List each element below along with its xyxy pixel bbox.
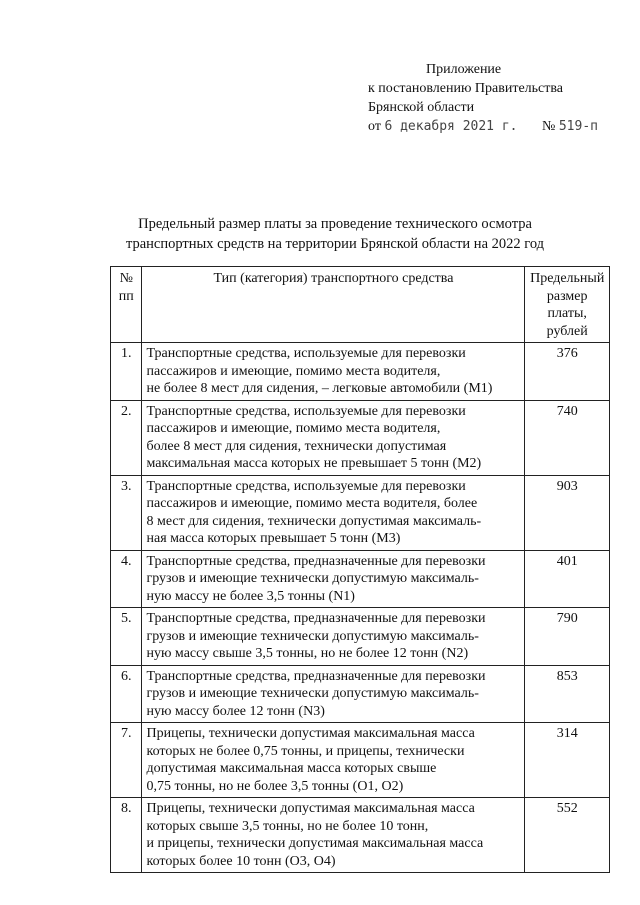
appendix-resolution-line: к постановлению Правительства xyxy=(368,81,564,96)
header-number-line-2: пп xyxy=(118,288,134,304)
row-number: 2. xyxy=(111,400,142,475)
appendix-block xyxy=(368,60,598,136)
appendix-region-line: Брянской области xyxy=(368,100,475,115)
vehicle-type-description xyxy=(142,665,525,723)
description-line: 8 мест для сидения, технически допустимая максималь- xyxy=(146,513,482,529)
description-line: ную массу более 12 тонн (N3) xyxy=(146,703,325,719)
row-number: 4. xyxy=(111,550,142,608)
fee-value: 376 xyxy=(525,343,610,401)
table-header-row xyxy=(111,267,610,343)
table-row xyxy=(111,400,610,475)
document-title xyxy=(100,214,570,254)
description-line: которых не более 0,75 тонны, и прицепы, технически xyxy=(146,743,465,759)
description-line: не более 8 мест для сидения, – легковые автомобили (M1) xyxy=(146,381,493,396)
description-line: Прицепы, технически допустимая максимальная масса xyxy=(146,801,475,816)
description-line: Транспортные средства, используемые для перевозки xyxy=(146,346,466,361)
appendix-date-line xyxy=(368,117,598,136)
row-number: 6. xyxy=(111,665,142,723)
title-line-1: Предельный размер платы за проведение технического осмотра xyxy=(138,216,532,232)
row-number: 7. xyxy=(111,723,142,798)
number-value: 519-п xyxy=(558,119,598,134)
table-row xyxy=(111,723,610,798)
fee-value: 853 xyxy=(525,665,610,723)
description-line: 0,75 тонны, но не более 3,5 тонны (O1, O2) xyxy=(146,778,404,794)
header-fee-line-3: платы, xyxy=(547,306,587,321)
description-line: грузов и имеющие технически допустимую максималь- xyxy=(146,571,479,586)
header-fee-line-1: Предельный xyxy=(530,271,605,286)
table-row xyxy=(111,798,610,873)
header-fee-line-4: рублей xyxy=(546,323,588,339)
table-body xyxy=(111,343,610,873)
header-vehicle-type: Тип (категория) транспортного средства xyxy=(142,267,525,343)
description-line: пассажиров и имеющие, помимо места водителя, xyxy=(146,421,441,436)
description-line: и прицепы, технически допустимая максимальная масса xyxy=(146,836,484,851)
row-number: 5. xyxy=(111,608,142,666)
header-number-line-1: № xyxy=(119,271,133,286)
fee-value: 552 xyxy=(525,798,610,873)
number-prefix: № xyxy=(542,119,556,134)
vehicle-type-description xyxy=(142,400,525,475)
row-number: 8. xyxy=(111,798,142,873)
fee-value: 903 xyxy=(525,475,610,550)
vehicle-type-description xyxy=(142,550,525,608)
fee-value: 790 xyxy=(525,608,610,666)
fee-value: 740 xyxy=(525,400,610,475)
table-row xyxy=(111,608,610,666)
description-line: допустимая максимальная масса которых свыше xyxy=(146,761,437,776)
description-line: Транспортные средства, предназначенные для перевозки xyxy=(146,668,486,684)
description-line: Прицепы, технически допустимая максимальная масса xyxy=(146,726,475,741)
description-line: Транспортные средства, предназначенные для перевозки xyxy=(146,553,486,569)
description-line: ную массу не более 3,5 тонны (N1) xyxy=(146,588,355,604)
description-line: которых более 10 тонн (O3, O4) xyxy=(146,853,336,869)
date-prefix: от xyxy=(368,119,381,134)
description-line: пассажиров и имеющие, помимо места водителя, более xyxy=(146,496,478,511)
fee-value: 401 xyxy=(525,550,610,608)
row-number: 1. xyxy=(111,343,142,401)
description-line: пассажиров и имеющие, помимо места водителя, xyxy=(146,363,441,379)
table-row xyxy=(111,665,610,723)
table-row xyxy=(111,343,610,401)
fee-table xyxy=(110,266,610,873)
description-line: Транспортные средства, используемые для перевозки xyxy=(146,403,466,419)
date-value: 6 декабря 2021 г. xyxy=(384,119,518,134)
vehicle-type-description xyxy=(142,343,525,401)
description-line: более 8 мест для сидения, технически допустимая xyxy=(146,438,447,454)
vehicle-type-description xyxy=(142,475,525,550)
description-line: грузов и имеющие технически допустимую максималь- xyxy=(146,628,479,644)
description-line: максимальная масса которых не превышает 5 тонн (M2) xyxy=(146,456,482,471)
description-line: грузов и имеющие технически допустимую максималь- xyxy=(146,686,479,701)
vehicle-type-description xyxy=(142,798,525,873)
title-line-2: транспортных средств на территории Брянской области на 2022 год xyxy=(125,236,545,252)
appendix-label: Приложение xyxy=(426,62,502,77)
header-fee xyxy=(525,267,610,343)
description-line: ная масса которых превышает 5 тонн (M3) xyxy=(146,531,401,546)
header-fee-line-2: размер xyxy=(546,288,588,304)
description-line: ную массу свыше 3,5 тонны, но не более 12 тонн (N2) xyxy=(146,646,469,661)
header-number xyxy=(111,267,142,343)
fee-value: 314 xyxy=(525,723,610,798)
table-row xyxy=(111,550,610,608)
vehicle-type-description xyxy=(142,723,525,798)
description-line: Транспортные средства, используемые для перевозки xyxy=(146,478,466,494)
row-number: 3. xyxy=(111,475,142,550)
description-line: Транспортные средства, предназначенные для перевозки xyxy=(146,611,486,626)
vehicle-type-description xyxy=(142,608,525,666)
description-line: которых свыше 3,5 тонны, но не более 10 тонн, xyxy=(146,818,429,834)
table-row xyxy=(111,475,610,550)
